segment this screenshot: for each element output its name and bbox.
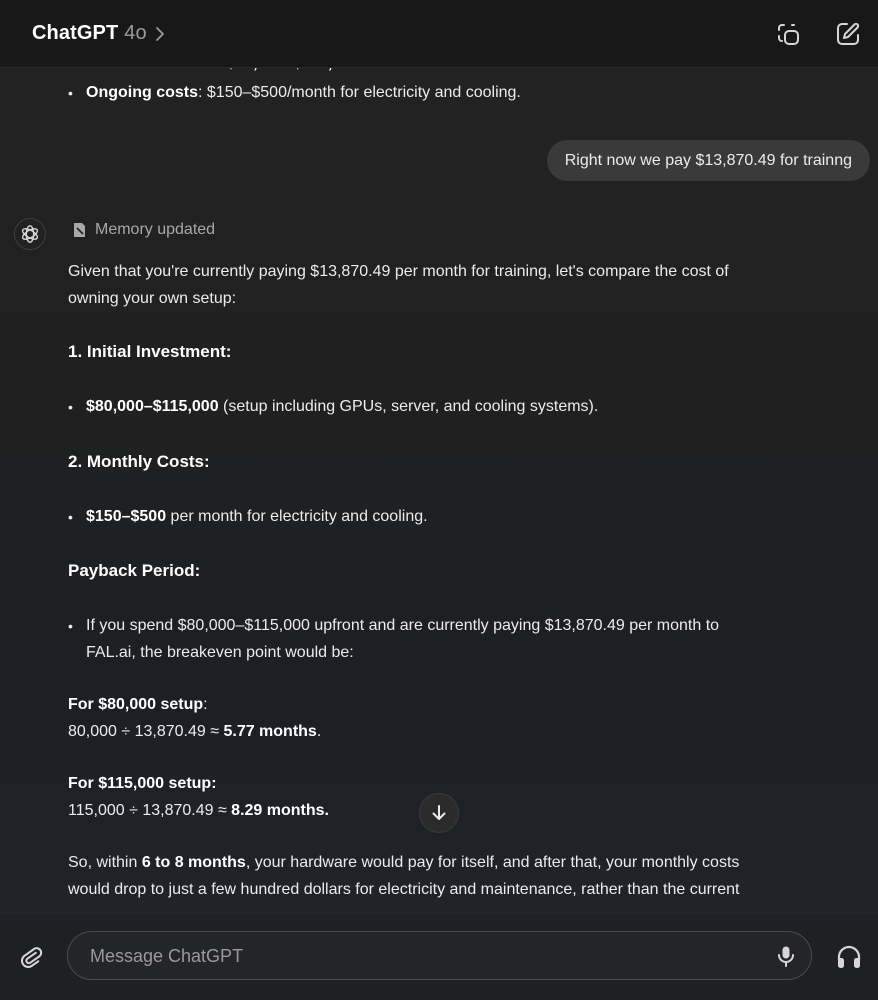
arrow-down-icon <box>430 804 448 822</box>
attach-button[interactable] <box>18 944 44 970</box>
microphone-button[interactable] <box>774 944 798 968</box>
model-name: 4o <box>124 22 147 44</box>
list-item-text: FAL.ai, the breakeven point would be: <box>86 643 354 661</box>
temporary-chat-icon <box>774 20 802 48</box>
message-input[interactable] <box>90 944 730 968</box>
list-item-text: : $150–$500/month for electricity and cooling. <box>198 84 521 101</box>
voice-mode-button[interactable] <box>834 942 864 972</box>
calc-result: 8.29 months. <box>231 801 329 819</box>
new-chat-button[interactable] <box>834 20 862 48</box>
top-bar <box>0 0 878 68</box>
list-item: • Ongoing costs: $150–$500/month for electricity and cooling. <box>68 84 521 101</box>
response-paragraph <box>68 259 798 312</box>
app-title: ChatGPT <box>32 22 119 44</box>
message-composer[interactable] <box>67 931 812 980</box>
memory-updated-indicator[interactable] <box>72 221 215 239</box>
section-heading: 1. Initial Investment: <box>68 342 232 361</box>
paragraph-line: would drop to just a few hundred dollars for electricity and maintenance, rather than the current <box>68 880 740 898</box>
list-item-text: per month for electricity and cooling. <box>166 508 428 525</box>
response-paragraph: So, within 6 to 8 months, your hardware would pay for itself, and after that, your monthly costs would drop to just a few hundred dollars for electricity and maintenance, rather than the current <box>68 850 798 903</box>
paragraph-line: owning your own setup: <box>68 289 237 307</box>
calc-expression: 115,000 ÷ 13,870.49 ≈ <box>68 801 232 819</box>
list-item-bold: $150–$500 <box>86 508 167 525</box>
assistant-avatar <box>14 218 46 250</box>
calc-result: 5.77 months <box>223 722 317 740</box>
memory-icon <box>72 222 87 238</box>
openai-logo-icon <box>19 223 41 245</box>
section-heading: Payback Period: <box>68 561 201 580</box>
scroll-to-bottom-button[interactable] <box>419 793 459 833</box>
model-selector[interactable] <box>32 22 165 45</box>
section-heading: 2. Monthly Costs: <box>68 452 210 471</box>
user-message-bubble: Right now we pay $13,870.49 for trainng <box>547 140 870 181</box>
calculation-block: For $80,000 setup: 80,000 ÷ 13,870.49 ≈ 5.77 months. <box>68 696 322 740</box>
chevron-right-icon <box>155 27 165 41</box>
list-item: • If you spend $80,000–$115,000 upfront and are currently paying $13,870.49 per month to FAL.ai, the breakeven point would be: <box>68 613 719 666</box>
list-item-bold: $80,000–$115,000 <box>86 398 219 415</box>
list-item-text: (setup including GPUs, server, and cooling systems). <box>218 398 599 415</box>
list-item: • $80,000–$115,000 (setup including GPUs, server, and cooling systems). <box>68 398 599 415</box>
temporary-chat-button[interactable] <box>774 20 802 48</box>
memory-updated-label: Memory updated <box>95 221 216 238</box>
conversation <box>0 68 878 914</box>
calc-label: For $115,000 setup: <box>68 775 217 792</box>
list-item: • $150–$500 per month for electricity and cooling. <box>68 508 428 525</box>
paragraph-line: Given that you're currently paying $13,870.49 per month for training, let's compare the cost of <box>68 263 729 280</box>
list-item-text: If you spend $80,000–$115,000 upfront and are currently paying $13,870.49 per month to <box>86 617 720 634</box>
list-item-bold: Ongoing costs <box>86 84 198 101</box>
calc-label: For $80,000 setup <box>68 696 204 713</box>
calc-expression: 80,000 ÷ 13,870.49 ≈ <box>68 722 224 740</box>
compose-icon <box>834 20 862 48</box>
